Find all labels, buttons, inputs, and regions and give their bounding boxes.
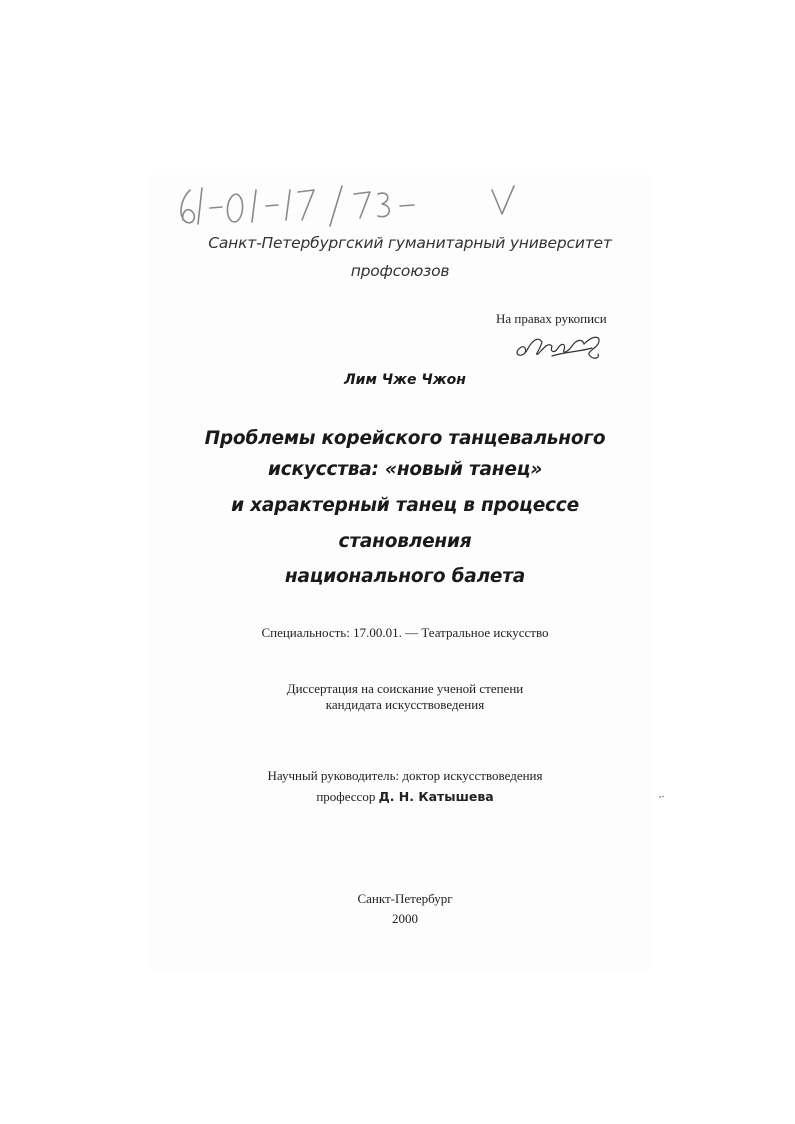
- handwritten-registration-number: [174, 168, 554, 238]
- supervisor-title: профессор: [316, 789, 376, 804]
- thesis-title-line: становления: [338, 531, 472, 552]
- supervisor-name: Д. Н. Катышева: [378, 789, 494, 804]
- scan-speck: [659, 795, 665, 799]
- rights-note: На правах рукописи: [496, 311, 607, 326]
- author-name: Лим Чже Чжон: [344, 372, 466, 388]
- thesis-title-line: и характерный танец в процессе: [231, 495, 579, 516]
- dissertation-degree-line2: кандидата искусствоведения: [325, 697, 485, 712]
- author-signature: [512, 330, 607, 362]
- supervisor-line1: Научный руководитель: доктор искусствоведения: [267, 768, 543, 783]
- thesis-title-line: искусства: «новый танец»: [267, 459, 543, 480]
- specialty-line: Специальность: 17.00.01. — Театральное искусство: [261, 625, 549, 640]
- supervisor-line2: [150, 788, 660, 805]
- dissertation-degree-line1: Диссертация на соискание ученой степени: [286, 681, 524, 696]
- publication-year: 2000: [392, 911, 418, 926]
- university-name-line2: профсоюзов: [350, 262, 450, 280]
- thesis-title-line: Проблемы корейского танцевального: [204, 428, 606, 449]
- thesis-title-line: национального балета: [284, 566, 526, 587]
- publication-city: Санкт-Петербург: [357, 891, 453, 906]
- university-name-line1: Санкт-Петербургский гуманитарный университет: [208, 234, 612, 252]
